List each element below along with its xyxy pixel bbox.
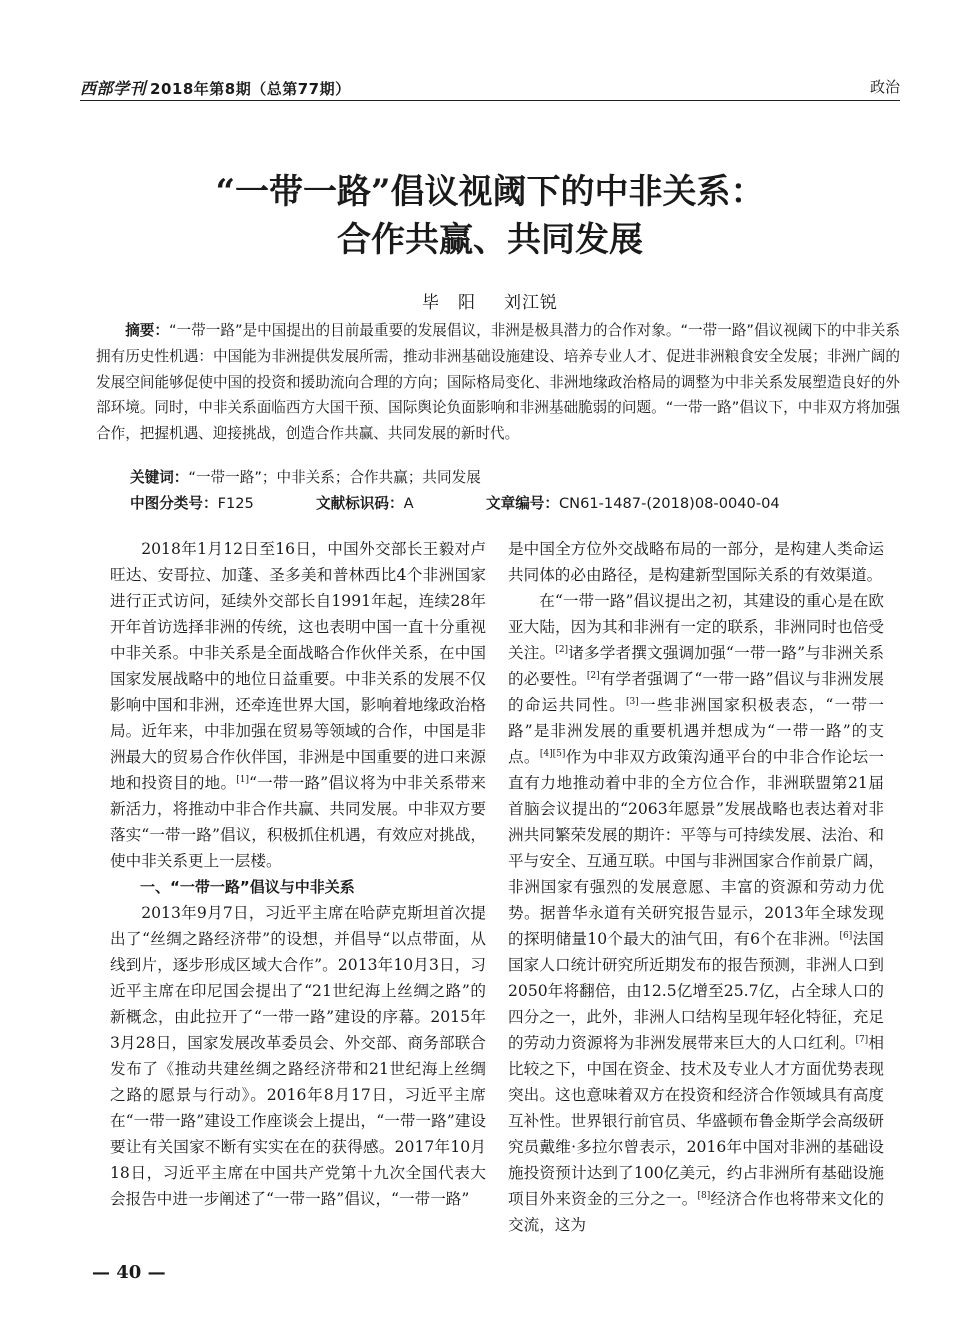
text-run: 作为中非双方政策沟通平台的中非合作论坛一直有力地推动着中非的全方位合作，非洲联盟第21届首脑会议提出的“2063年愿景”发展战略也表达着对非洲共同繁荣发展的期许：平等与可持续发展、法治、和平与安全、互通互联。中国与非洲国家合作前景广阔，非洲国家有强烈的发展意愿、丰富的资源和劳动力优势。据普华永道有关研究报告显示，2013年全球发现的探明储量10个最大的油气田，有6个在非洲。	[508, 748, 884, 948]
clc-label: 中图分类号：	[130, 495, 218, 512]
keywords-text: “一带一路”；中非关系；合作共赢；共同发展	[188, 469, 481, 486]
document-code	[316, 492, 414, 513]
citation: [3]	[626, 696, 639, 707]
clc-value: F125	[217, 495, 254, 512]
body-column-left	[110, 536, 486, 1212]
text-run: 有学者强调了“一带一路”倡议与非洲发展的命运共同性。	[508, 670, 884, 714]
author-2: 刘江锐	[504, 293, 558, 313]
citation: [2]	[586, 670, 600, 681]
article-label: 文章编号：	[486, 495, 559, 512]
citation: [1]	[236, 774, 249, 785]
article-title	[80, 168, 900, 264]
text-run: 诸多学者撰文强调加强“一带一路”与非洲关系的必要性。	[508, 644, 884, 688]
abstract	[96, 318, 900, 447]
article-value: CN61-1487-(2018)08-0040-04	[558, 495, 780, 512]
keywords-label: 关键词：	[130, 469, 189, 486]
paragraph	[110, 536, 486, 874]
doc-label: 文献标识码：	[316, 495, 404, 512]
text-run: “一带一路”倡议将为中非关系带来新活力，将推动中非合作共赢、共同发展。中非双方要落实“一带一路”倡议，积极抓住机遇，有效应对挑战，使中非关系更上一层楼。	[110, 774, 486, 870]
citation: [4][5]	[539, 748, 566, 759]
citation: [6]	[839, 930, 853, 941]
page-number: — 40 —	[92, 1262, 166, 1283]
header-left	[80, 76, 351, 99]
section-name: 政治	[869, 78, 900, 96]
citation: [7]	[855, 1034, 869, 1045]
title-line-2: 合作共赢、共同发展	[337, 220, 643, 260]
abstract-label: 摘要：	[125, 322, 169, 339]
body-column-right	[508, 536, 884, 1238]
citation: [8]	[697, 1190, 711, 1201]
author-1: 毕 阳	[422, 293, 476, 313]
clc-number	[130, 492, 254, 513]
paragraph	[508, 588, 884, 1238]
abstract-text: “一带一路”是中国提出的目前最重要的发展倡议，非洲是极具潜力的合作对象。“一带一路”倡议视阈下的中非关系拥有历史性机遇：中国能为非洲提供发展所需，推动非洲基础设施建设、培养专业人才、促进非洲粮食安全发展；非洲广阔的发展空间能够促使中国的投资和援助流向合理的方向；国际格局变化、非洲地缘政治格局的调整为中非关系发展塑造良好的外部环境。同时，中非关系面临西方大国干预、国际舆论负面影响和非洲基础脆弱的问题。“一带一路”倡议下，中非双方将加强合作，把握机遇、迎接挑战，创造合作共赢、共同发展的新时代。	[96, 322, 900, 443]
doc-value: A	[403, 495, 414, 512]
journal-logo: 西部学刊	[80, 79, 147, 98]
text-run: 法国国家人口统计研究所近期发布的报告预测，非洲人口到2050年将翻倍，由12.5亿增至25.7亿，占全球人口的四分之一，此外，非洲人口结构呈现年轻化特征，充足的劳动力资源将为非洲发展带来巨大的人口红利。	[508, 930, 884, 1052]
issue-info: 2018年第8期（总第77期）	[150, 80, 351, 98]
text-run: 相比较之下，中国在资金、技术及专业人才方面优势表现突出。这也意味着双方在投资和经济合作领域具有高度互补性。世界银行前官员、华盛顿布鲁金斯学会高级研究员戴维·多拉尔曾表示，2016年中国对非洲的基础设施投资预计达到了100亿美元，约占非洲所有基础设施项目外来资金的三分之一。	[508, 1034, 884, 1208]
text-run: 经济合作也将带来文化的交流，这为	[508, 1190, 884, 1234]
authors	[80, 288, 900, 313]
citation: [2]	[555, 644, 569, 655]
text-run: 2018年1月12日至16日，中国外交部长王毅对卢旺达、安哥拉、加蓬、圣多美和普林西比4个非洲国家进行正式访问，延续外交部长自1991年起，连续28年开年首访选择非洲的传统，这也表明中国一直十分重视中非关系。中非关系是全面战略合作伙伴关系，在中国国家发展战略中的地位日益重要。中非关系的发展不仅影响中国和非洲，还牵连世界大国，影响着地缘政治格局。近年来，中非加强在贸易等领域的合作，中国是非洲最大的贸易合作伙伴国，非洲是中国重要的进口来源地和投资目的地。	[110, 540, 486, 792]
article-number	[486, 492, 780, 513]
paragraph: 是中国全方位外交战略布局的一部分，是构建人类命运共同体的必由路径，是构建新型国际关系的有效渠道。	[508, 540, 884, 584]
section-heading: 一、“一带一路”倡议与中非关系	[140, 878, 355, 896]
text-run: 在“一带一路”倡议提出之初，其建设的重心是在欧亚大陆，因为其和非洲有一定的联系，非洲同时也倍受关注。	[508, 592, 884, 662]
running-header	[80, 72, 900, 101]
title-line-1: “一带一路”倡议视阈下的中非关系：	[215, 172, 765, 212]
paragraph: 2013年9月7日，习近平主席在哈萨克斯坦首次提出了“丝绸之路经济带”的设想，并倡导“以点带面，从线到片，逐步形成区域大合作”。2013年10月3日，习近平主席在印尼国会提出了“21世纪海上丝绸之路”的新概念，由此拉开了“一带一路”建设的序幕。2015年3月28日，国家发展改革委员会、外交部、商务部联合发布了《推动共建丝绸之路经济带和21世纪海上丝绸之路的愿景与行动》。2016年8月17日，习近平主席在“一带一路”建设工作座谈会上提出，“一带一路”建设要让有关国家不断有实实在在的获得感。2017年10月18日，习近平主席在中国共产党第十九次全国代表大会报告中进一步阐述了“一带一路”倡议，“一带一路”	[110, 904, 486, 1208]
text-run: 一些非洲国家积极表态，“一带一路”是非洲发展的重要机遇并想成为“一带一路”的支点。	[508, 696, 884, 766]
keywords	[130, 466, 481, 487]
